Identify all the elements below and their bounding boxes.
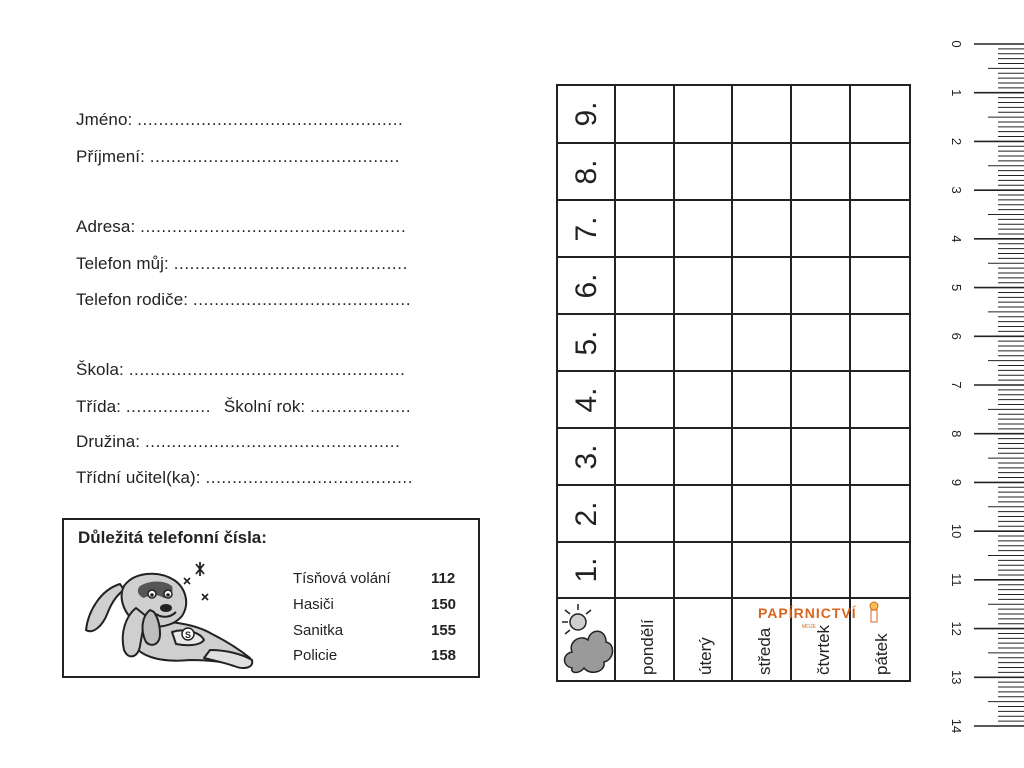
phones-title: Důležitá telefonní čísla: xyxy=(78,528,267,547)
ruler-number: 9 xyxy=(949,478,964,487)
ruler-number: 0 xyxy=(949,40,964,48)
hour-label-1: 1. xyxy=(570,557,603,583)
phone-parent-dots: ......................................... xyxy=(192,290,412,309)
brand-sub: MOJE xyxy=(802,624,816,630)
brand-name: PAPÍRNICTVÍ xyxy=(758,605,857,621)
club-label: Družina: xyxy=(76,432,141,451)
hour-label-5: 5. xyxy=(570,330,603,356)
hour-label-3: 3. xyxy=(570,444,603,470)
phone-entry-label: Policie xyxy=(293,647,338,664)
school-label: Škola: xyxy=(76,360,124,379)
ruler-number: 11 xyxy=(949,573,964,587)
ruler-number: 3 xyxy=(949,186,964,194)
hour-label-4: 4. xyxy=(570,387,603,413)
ruler-number: 7 xyxy=(949,381,964,389)
phone-entry-number: 158 xyxy=(431,647,457,664)
school-year-label: Školní rok: xyxy=(223,397,306,416)
ruler-number: 14 xyxy=(949,718,964,734)
hour-label-9: 9. xyxy=(570,101,603,127)
ruler-number: 12 xyxy=(949,621,964,636)
surname-label: Příjmení: xyxy=(76,147,145,166)
name-dots: .................................................. xyxy=(137,110,404,129)
ruler-number: 5 xyxy=(949,283,964,292)
ruler-number: 4 xyxy=(949,235,964,243)
phone-mine-label: Telefon můj: xyxy=(76,254,169,273)
ruler-number: 6 xyxy=(949,332,964,340)
phone-entry-label: Sanitka xyxy=(293,622,344,639)
address-dots: .................................................. xyxy=(140,217,407,236)
phone-parent-label: Telefon rodiče: xyxy=(76,290,189,309)
phone-entry-number: 155 xyxy=(431,622,457,639)
ruler-number: 13 xyxy=(949,670,964,685)
class-label: Třída: xyxy=(76,397,122,416)
phone-mine-dots: ............................................ xyxy=(173,254,408,273)
teacher-label: Třídní učitel(ka): xyxy=(76,468,201,487)
ruler-number: 1 xyxy=(949,89,964,97)
day-label-friday: pátek xyxy=(872,633,891,675)
name-label: Jméno: xyxy=(76,110,133,129)
hour-label-7: 7. xyxy=(570,216,603,242)
address-label: Adresa: xyxy=(76,217,136,236)
ruler-number: 10 xyxy=(949,523,964,539)
phone-entry-label: Hasiči xyxy=(293,596,334,613)
class-dots: ................ xyxy=(125,397,212,416)
phone-entry-number: 150 xyxy=(431,596,457,613)
day-label-tuesday: úterý xyxy=(696,637,715,675)
ruler-numbers xyxy=(949,40,964,733)
day-label-monday: pondělí xyxy=(638,619,657,675)
school-dots: .................................................... xyxy=(128,360,406,379)
svg-text:S: S xyxy=(185,630,192,640)
hour-label-8: 8. xyxy=(570,159,603,185)
club-dots: ................................................ xyxy=(144,432,401,451)
school-year-dots: ................... xyxy=(310,397,412,416)
phone-entry-label: Tísňová volání xyxy=(293,570,391,587)
teacher-dots: ....................................... xyxy=(205,468,414,487)
phone-entry-number: 112 xyxy=(431,570,456,587)
surname-dots: ............................................... xyxy=(149,147,400,166)
ruler-ticks xyxy=(974,44,1024,726)
day-label-wednesday: středa xyxy=(755,627,774,675)
hour-label-6: 6. xyxy=(570,273,603,299)
ruler-number: 8 xyxy=(949,430,964,438)
ruler-number: 2 xyxy=(949,137,964,146)
day-label-thursday: čtvrtek xyxy=(814,624,833,675)
hour-label-2: 2. xyxy=(570,501,603,527)
